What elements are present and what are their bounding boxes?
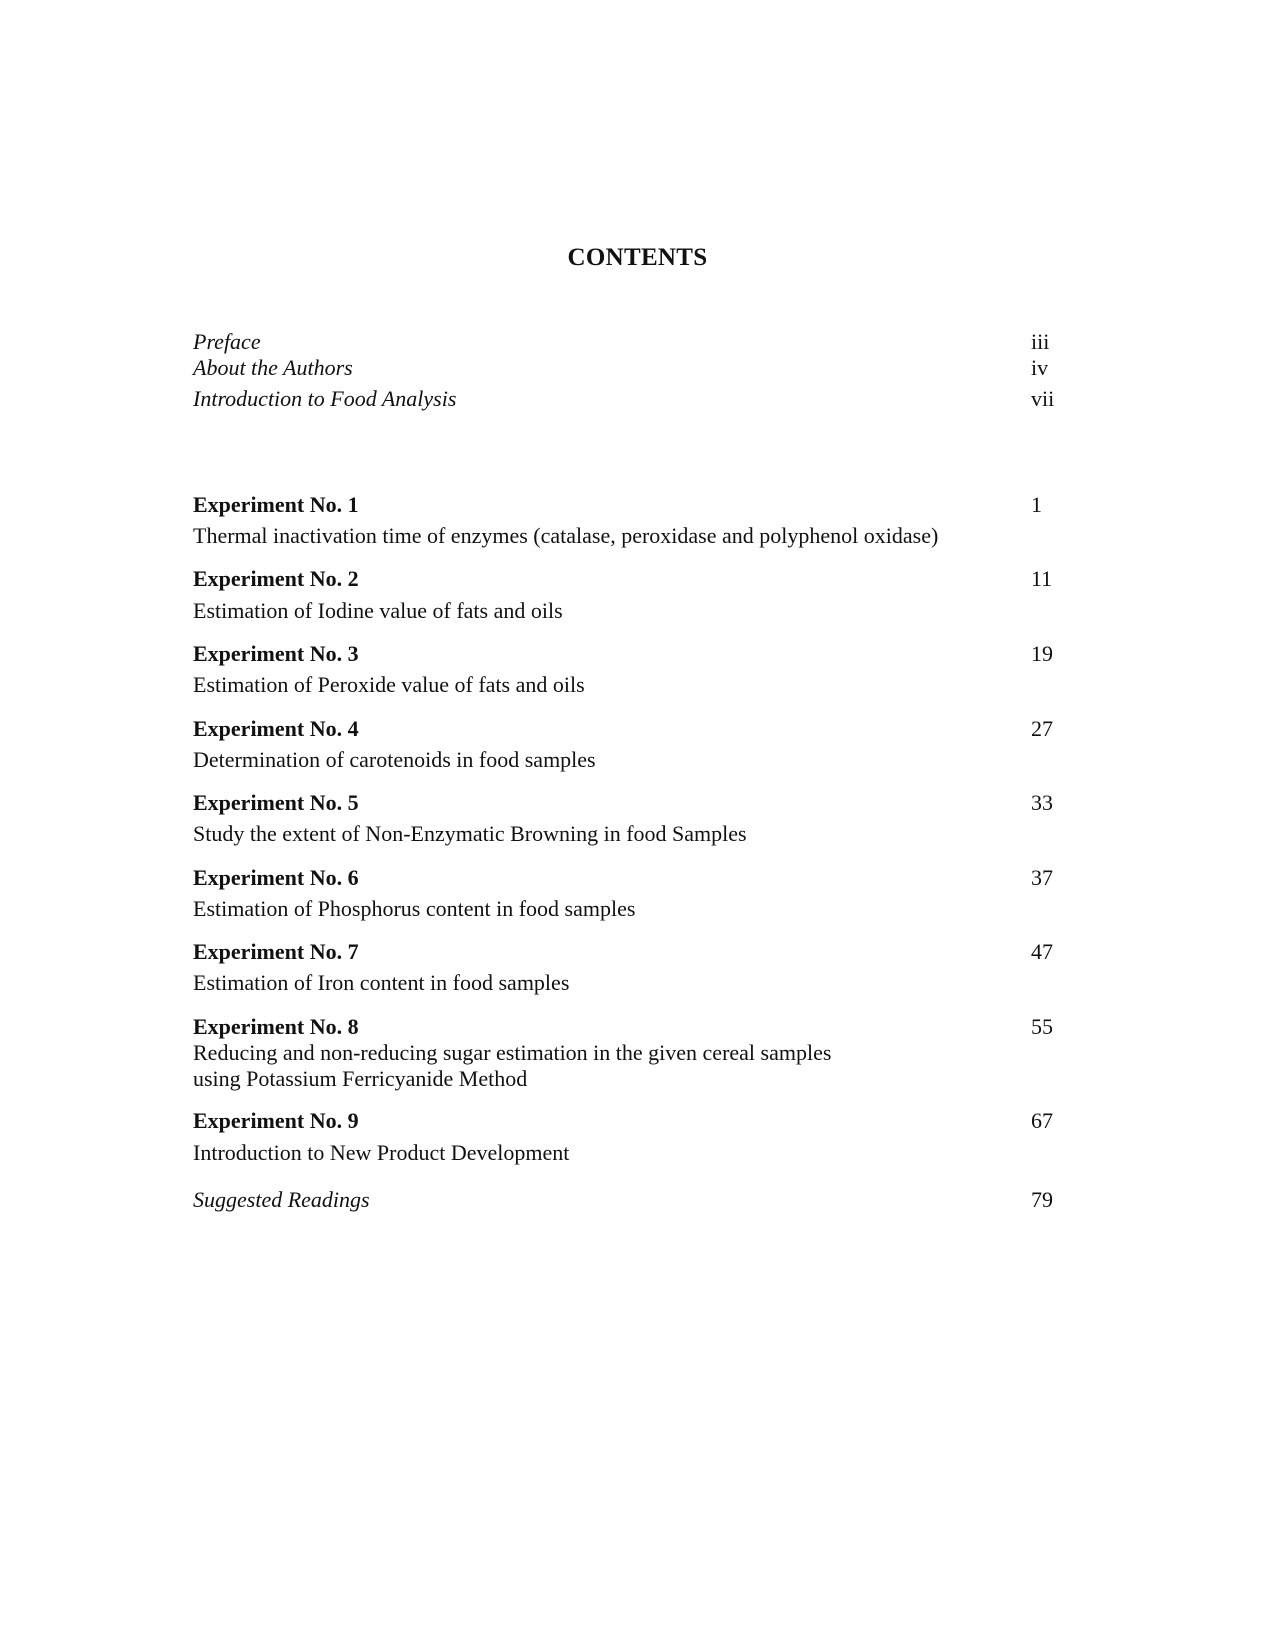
toc-entry-experiment-1[interactable] [193,491,1060,518]
experiment-description: Determination of carotenoids in food samples [193,747,596,772]
toc-page-number: vii [1031,386,1055,411]
toc-page-number: iv [1031,355,1049,380]
toc-entry-label: Introduction to Food Analysis [193,386,457,411]
toc-entry-experiment-6[interactable] [193,864,1060,891]
toc-entry-label: Suggested Readings [193,1187,370,1212]
experiment-description: Reducing and non-reducing sugar estimation in the given cereal samples [193,1040,832,1065]
toc-page-number: 67 [1031,1108,1053,1133]
experiment-heading: Experiment No. 3 [193,641,359,666]
toc-entry-preface[interactable] [193,328,1060,355]
experiment-heading: Experiment No. 8 [193,1014,359,1039]
toc-page-number: 79 [1031,1187,1053,1212]
page-title: CONTENTS [567,244,708,271]
experiment-heading: Experiment No. 5 [193,790,359,815]
toc-entry-experiment-3[interactable] [193,640,1060,667]
experiment-heading: Experiment No. 2 [193,566,359,591]
experiment-description: Study the extent of Non-Enzymatic Browning in food Samples [193,821,747,846]
experiment-heading: Experiment No. 6 [193,865,359,890]
toc-page-number: 37 [1031,865,1053,890]
toc-entry-label: Preface [193,329,261,354]
toc-entry-suggested-readings[interactable] [193,1186,1060,1213]
toc-entry-label: About the Authors [193,355,353,380]
experiment-heading: Experiment No. 4 [193,716,359,741]
experiment-description-continued: using Potassium Ferricyanide Method [193,1066,528,1091]
experiment-description: Estimation of Iodine value of fats and oils [193,598,563,623]
toc-entry-experiment-4[interactable] [193,715,1060,742]
toc-page-number: 1 [1031,492,1042,517]
toc-entry-experiment-5[interactable] [193,789,1060,816]
toc-entry-introduction[interactable] [193,385,1060,412]
toc-page-number: 27 [1031,716,1053,741]
experiment-heading: Experiment No. 7 [193,939,359,964]
toc-page-number: iii [1031,329,1050,354]
toc-entry-experiment-7[interactable] [193,938,1060,965]
experiment-description: Introduction to New Product Development [193,1140,570,1165]
toc-page-number: 33 [1031,790,1053,815]
toc-page-number: 55 [1031,1014,1053,1039]
toc-entry-experiment-9[interactable] [193,1107,1060,1134]
toc-entry-experiment-8[interactable] [193,1013,1060,1040]
experiment-heading: Experiment No. 9 [193,1108,359,1133]
experiment-description: Thermal inactivation time of enzymes (catalase, peroxidase and polyphenol oxidase) [193,523,939,548]
toc-page-number: 19 [1031,641,1053,666]
experiment-description: Estimation of Iron content in food samples [193,970,570,995]
toc-entry-experiment-2[interactable] [193,565,1060,592]
toc-page-number: 47 [1031,939,1053,964]
toc-entry-about-authors[interactable] [193,354,1060,381]
experiment-description: Estimation of Peroxide value of fats and oils [193,672,585,697]
toc-page-number: 11 [1031,566,1053,591]
experiment-description: Estimation of Phosphorus content in food samples [193,896,636,921]
experiment-heading: Experiment No. 1 [193,492,359,517]
